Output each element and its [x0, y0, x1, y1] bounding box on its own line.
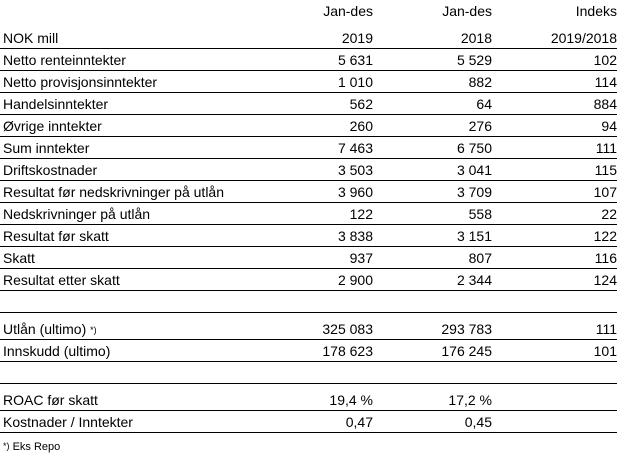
table-row: [0, 137, 619, 159]
header-index: Indeks: [575, 3, 617, 19]
value-index: 115: [594, 162, 617, 178]
value-index: 107: [593, 184, 617, 200]
value-2018: 2 344: [456, 272, 492, 288]
table-row: [0, 247, 619, 269]
value-2018: 6 750: [456, 140, 492, 156]
value-index: 124: [593, 272, 617, 288]
value-index: 111: [595, 321, 617, 337]
table-row: [0, 225, 619, 247]
value-index: 102: [593, 52, 617, 68]
value-index: 22: [601, 206, 617, 222]
table-row: [0, 115, 619, 137]
value-2018: 3 709: [456, 184, 492, 200]
value-2019: 2 900: [337, 272, 373, 288]
value-index: 884: [593, 96, 617, 112]
value-2018: 64: [476, 96, 492, 112]
value-2018: 807: [468, 250, 492, 266]
value-index: 94: [601, 118, 617, 134]
table-row: [0, 203, 619, 225]
value-index: 114: [594, 74, 617, 90]
row-label: Netto provisjonsinntekter: [3, 74, 158, 90]
value-2019: 937: [349, 250, 373, 266]
header-index-years: 2019/2018: [550, 30, 617, 46]
row-label: Skatt: [3, 250, 35, 266]
value-2019: 19,4 %: [329, 392, 373, 408]
value-2019: 178 623: [322, 343, 373, 359]
table-row-cost-income: [0, 411, 619, 433]
row-label: Handelsinntekter: [3, 96, 109, 112]
value-2019: 5 631: [337, 52, 373, 68]
table-row-roac: [0, 389, 619, 411]
table-row: [0, 93, 619, 115]
value-2019: 260: [349, 118, 373, 134]
value-2018: 5 529: [456, 52, 492, 68]
value-2018: 0,45: [464, 414, 492, 430]
row-label: Driftskostnader: [3, 162, 98, 178]
value-2019: 325 083: [322, 321, 373, 337]
row-label: Kostnader / Inntekter: [3, 414, 133, 430]
header-year-2018: 2018: [460, 30, 492, 46]
row-label: Netto renteinntekter: [3, 52, 126, 68]
row-label: Resultat etter skatt: [3, 272, 120, 288]
value-index: 122: [593, 228, 617, 244]
value-2018: 3 151: [456, 228, 492, 244]
footnote-marker: *): [90, 325, 97, 335]
value-2018: 293 783: [441, 321, 492, 337]
value-2018: 882: [468, 74, 492, 90]
value-2019: 3 960: [337, 184, 373, 200]
value-2018: 176 245: [441, 343, 492, 359]
value-2019: 0,47: [345, 414, 373, 430]
header-row-periods: [0, 0, 619, 22]
table-row: [0, 159, 619, 181]
value-index: 116: [594, 250, 617, 266]
value-index: 101: [593, 343, 617, 359]
row-label: Utlån (ultimo) *): [3, 321, 97, 337]
table-row: [0, 49, 619, 71]
value-2018: 276: [468, 118, 492, 134]
table-row: [0, 71, 619, 93]
footnote-text: Eks Repo: [12, 441, 61, 453]
header-period-2018: Jan-des: [442, 3, 492, 19]
row-label: Resultat før nedskrivninger på utlån: [3, 184, 224, 200]
value-2019: 122: [349, 206, 373, 222]
header-unit-label: NOK mill: [3, 30, 59, 46]
table-row-loans: [0, 318, 619, 340]
row-label: Sum inntekter: [3, 140, 90, 156]
value-2019: 7 463: [337, 140, 373, 156]
row-label: Innskudd (ultimo): [3, 343, 111, 359]
header-period-2019: Jan-des: [323, 3, 373, 19]
table-row-deposits: [0, 340, 619, 362]
spacer-row: [0, 291, 619, 313]
value-2019: 1 010: [337, 74, 373, 90]
footnote: [3, 438, 60, 455]
value-2019: 3 838: [337, 228, 373, 244]
row-label: Øvrige inntekter: [3, 118, 102, 134]
table-row: [0, 181, 619, 203]
row-label: Nedskrivninger på utlån: [3, 206, 151, 222]
value-2019: 562: [349, 96, 373, 112]
value-2018: 558: [468, 206, 492, 222]
value-2018: 3 041: [456, 162, 492, 178]
value-2019: 3 503: [337, 162, 373, 178]
table-row: [0, 269, 619, 291]
spacer-row: [0, 362, 619, 384]
row-label: Resultat før skatt: [3, 228, 109, 244]
row-label: ROAC før skatt: [3, 392, 98, 408]
header-row-years: [0, 27, 619, 49]
header-year-2019: 2019: [341, 30, 373, 46]
value-index: 111: [595, 140, 617, 156]
value-2018: 17,2 %: [448, 392, 492, 408]
footnote-marker: *): [3, 441, 10, 451]
